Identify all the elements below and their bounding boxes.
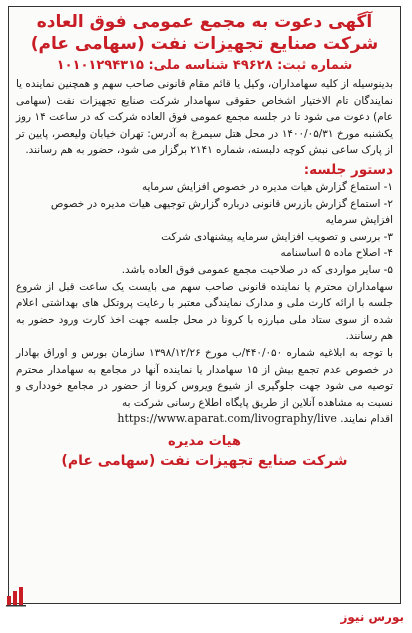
brand-name: بورس نیوز (340, 610, 404, 624)
agenda-item: ۲- استماع گزارش بازرس قانونی درباره گزارش توجیهی هیات مدیره در خصوص افزایش سرمایه (50, 197, 393, 227)
covid-paragraph: با توجه به ابلاغیه شماره ۴۴۰/۰۵۰/ب مورخ ۱۳۹۸/۱۲/۲۶ سازمان بورس و اوراق بهادار در خصوص عدم تجمع بیش از ۱۵ سهامدار یا نماینده آنها در مجامع به سهامدار محترم توصیه می شود جهت جلوگیری از شیوع ویروس کرونا از حضور در مجامع خودداری و نسبت به مشاهده آنلاین از طریق پایگاه اطلاع رسانی شرکت به (16, 346, 394, 409)
notice-title-line-1: آگهی دعوت به مجمع عمومی فوق العاده (36, 12, 373, 32)
attendance-paragraph: سهامداران محترم یا نماینده قانونی صاحب سهم می بایست یک ساعت قبل از شروع جلسه با ارائه کارت ملی و مدارک نمایندگی معتبر با رعایت پروتکل های بهداشتی اعلام شده از سوی ستاد ملی مبارزه با کرونا در محل جلسه جهت اخذ کارت ورود حضور به هم رسانند. (16, 280, 393, 343)
live-url-line (16, 411, 393, 428)
registration-number: شماره ثبت: ۴۹۶۲۸ شناسه ملی: ۱۰۱۰۱۲۹۴۳۱۵ (56, 58, 353, 73)
brand-logo-icon (4, 582, 30, 608)
agenda-item: ۴- اصلاح ماده ۵ اساسنامه (280, 247, 393, 260)
live-url-link[interactable]: https://www.aparat.com/livography/live (117, 412, 337, 426)
agenda-item: ۵- سایر مواردی که در صلاحیت مجمع عمومی فوق العاده باشد. (121, 263, 393, 276)
notice-frame (8, 6, 401, 604)
signature-company: شرکت صنایع تجهیزات نفت (سهامی عام) (61, 452, 348, 469)
agenda-item: ۱- استماع گزارش هیات مدیره در خصوص افزایش سرمایه (141, 180, 393, 193)
agenda-title: دستور جلسه: (303, 161, 393, 178)
url-suffix: اقدام نمایند. (340, 413, 393, 426)
agenda-item: ۳- بررسی و تصویب افزایش سرمایه پیشنهادی شرکت (161, 230, 393, 243)
notice-title-line-2: شرکت صنایع تجهیزات نفت (سهامی عام) (30, 34, 379, 54)
intro-paragraph: بدینوسیله از کلیه سهامداران، وکیل یا قائم مقام قانونی صاحب سهم و همچنین نماینده یا نمایندگان تام الاختیار اشخاص حقوقی سهامدار شرکت صنایع تجهیزات نفت (سهامی عام) دعوت می شود تا در جلسه مجمع عمومی فوق العاده شرکت که در ساعت ۱۴ روز یکشنبه مورخ ۱۴۰۰/۰۵/۳۱ در محل هتل سیمرغ به آدرس: تهران خیابان ولیعصر، پایین تر از پارک ساعی نبش کوچه دلبسته، شماره ۲۱۴۱ برگزار می شود، حضور به هم رسانند. (16, 78, 394, 157)
signature-board: هیات مدیره (168, 433, 241, 449)
